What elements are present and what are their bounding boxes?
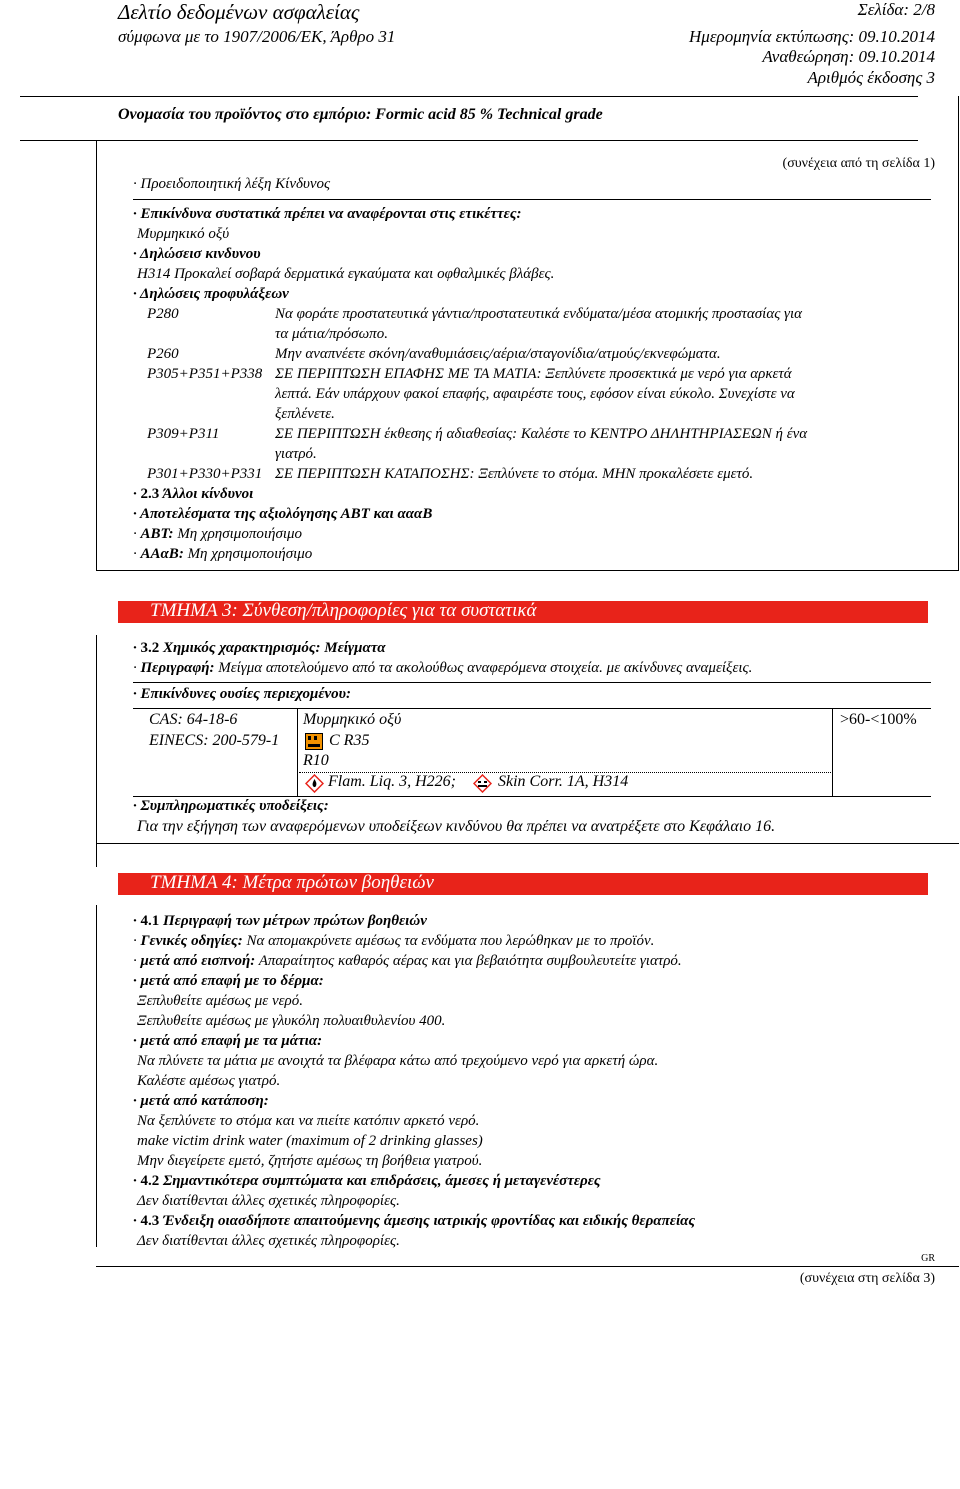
section3-bottom-divider <box>96 843 959 844</box>
medical-text: Δεν διατίθενται άλλες σχετικές πληροφορίες. <box>137 1233 400 1249</box>
precautionary-heading: · Δηλώσεις προφυλάξεων <box>133 286 289 302</box>
vpvb-value: Μη χρησιμοποιήσιμο <box>187 546 313 562</box>
additional-heading: · Συμπληρωματικές υποδείξεις: <box>133 798 329 814</box>
hazardous-substances-title: Επικίνδυνες ουσίες περιεχομένου: <box>140 686 351 702</box>
corrosive-orange-icon <box>305 733 323 750</box>
corrosion-icon <box>473 774 492 793</box>
hazardous-substances-heading: · Επικίνδυνες ουσίες περιεχομένου: <box>133 686 351 702</box>
product-divider <box>20 140 918 141</box>
ingestion-text-1: Να ξεπλύνετε το στόμα και να πιείτε κατόπιν αρκετό νερό. <box>137 1113 480 1129</box>
hazardous-components-title: Επικίνδυνα συστατικά πρέπει να αναφέρονται στις ετικέττες: <box>140 206 522 222</box>
p305-text-1: ΣΕ ΠΕΡΙΠΤΩΣΗ ΕΠΑΦΗΣ ΜΕ ΤΑ ΜΑΤΙΑ: Ξεπλύνετε προσεκτικά με νερό για αρκετά <box>275 366 792 382</box>
skin-text-2: Ξεπλυθείτε αμέσως με γλυκόλη πολυαιθυλενίου 400. <box>137 1013 446 1029</box>
p280-code: P280 <box>147 306 179 322</box>
concentration: >60-<100% <box>840 711 917 728</box>
skin-text-1: Ξεπλυθείτε αμέσως με νερό. <box>137 993 303 1009</box>
signal-word-text: Προειδοποιητική λέξη Κίνδυνος <box>140 176 331 192</box>
classification-old: C R35 <box>329 732 370 749</box>
signal-word: · Προειδοποιητική λέξη Κίνδυνος <box>133 176 331 192</box>
general-value: Να απομακρύνετε αμέσως τα ενδύματα που λερώθηκαν με το προϊόν. <box>246 933 655 949</box>
frame-left-rule-1 <box>96 140 97 570</box>
p309-text-1: ΣΕ ΠΕΡΙΠΤΩΣΗ έκθεσης ή αδιαθεσίας: Καλέστε το ΚΕΝΤΡΟ ΔΗΛΗΤΗΡΙΑΣΕΩΝ ή ένα <box>275 426 808 442</box>
general-label: Γενικές οδηγίες: <box>140 933 243 949</box>
p309-code: P309+P311 <box>147 426 220 442</box>
flame-icon <box>305 774 324 793</box>
additional-title: Συμπληρωματικές υποδείξεις: <box>140 798 329 814</box>
hazard-statements-title: Δηλώσεισ κινδυνου <box>139 246 261 262</box>
skin-label: μετά από επαφή με το δέρμα: <box>140 973 324 989</box>
p309-text-2: γιατρό. <box>275 446 317 462</box>
flam-classification: Flam. Liq. 3, H226; <box>328 773 456 790</box>
eyes-text-1: Να πλύνετε τα μάτια με ανοιχτά τα βλέφαρα κάτω από τρεχούμενο νερό για αρκετή ώρα. <box>137 1053 659 1069</box>
section41-title: Περιγραφή των μέτρων πρώτων βοηθειών <box>163 913 427 929</box>
other-hazards-heading: · 2.3 Άλλοι κίνδυνοι <box>133 486 254 502</box>
p301-text: ΣΕ ΠΕΡΙΠΤΩΣΗ ΚΑΤΑΠΟΣΗΣ: Ξεπλύνετε το στόμα. ΜΗΝ προκαλέσετε εμετό. <box>275 466 754 482</box>
p305-text-2: λεπτά. Εάν υπάρχουν φακοί επαφής, αφαιρέστε τους, εφόσον είναι εύκολο. Συνεχίστε να <box>275 386 795 402</box>
section41-num: 4.1 <box>140 913 160 929</box>
hazardous-components-heading: · Επικίνδυνα συστατικά πρέπει να αναφέρονται στις ετικέττες: <box>133 206 522 222</box>
general-row: · Γενικές οδηγίες: Να απομακρύνετε αμέσως τα ενδύματα που λερώθηκαν με το προϊόν. <box>133 933 655 949</box>
eyes-label: μετά από επαφή με τα μάτια: <box>140 1033 323 1049</box>
pbt-title: Αποτελέσματα της αξιολόγησης ΑΒΤ και αααΒ <box>139 506 433 522</box>
description-value: Μείγμα αποτελούμενο από τα ακολούθως αναφερόμενα στοιχεία. με ακίνδυνες αναμείξεις. <box>218 660 753 676</box>
p305-text-3: ξεπλένετε. <box>275 406 335 422</box>
section4-banner-text: ΤΜΗΜΑ 4: Μέτρα πρώτων βοηθειών <box>150 872 434 893</box>
section42-num: 4.2 <box>140 1173 160 1189</box>
pbt-label: ΑΒΤ: <box>140 526 174 542</box>
eyes-text-2: Καλέστε αμέσως γιατρό. <box>137 1073 281 1089</box>
p301-code: P301+P330+P331 <box>147 466 263 482</box>
country-code: GR <box>921 1253 935 1264</box>
section3-divider-1 <box>133 682 931 683</box>
section2-bottom-divider <box>96 570 959 571</box>
substance-name: Μυρμηκικό οξύ <box>303 711 402 728</box>
other-hazards-num: 2.3 <box>140 486 160 502</box>
cas-number: CAS: 64-18-6 <box>149 711 238 728</box>
vpvb-row: · ΑΑαΒ: Μη χρησιμοποιήσιμο <box>133 546 313 562</box>
r10: R10 <box>303 752 329 769</box>
inhalation-value: Απαραίτητος καθαρός αέρας και για βεβαιότητα συμβουλευτείτε γιατρό. <box>258 953 682 969</box>
additional-text: Για την εξήγηση των αναφερόμενων υποδείξεων κινδύνου θα πρέπει να ανατρέξετε στο Κεφάλαιο 16. <box>137 818 776 835</box>
continued-on: (συνέχεια στη σελίδα 3) <box>799 1271 935 1286</box>
header-divider <box>20 96 918 97</box>
component-table-bottom <box>133 796 931 797</box>
component-table-top <box>133 708 931 709</box>
continued-from: (συνέχεια από τη σελίδα 1) <box>782 156 935 171</box>
p260-code: P260 <box>147 346 179 362</box>
document-subtitle: σύμφωνα με το 1907/2006/ΕΚ, Άρθρο 31 <box>118 27 396 46</box>
version-number: Αριθμός έκδοσης 3 <box>807 68 935 87</box>
symptoms-text: Δεν διατίθενται άλλες σχετικές πληροφορίες. <box>137 1193 400 1209</box>
pbt-row: · ΑΒΤ: Μη χρησιμοποιήσιμο <box>133 526 303 542</box>
symptoms-heading: · 4.2 Σημαντικότερα συμπτώματα και επιδράσεις, άμεσες ή μεταγενέστερες <box>133 1173 601 1189</box>
medical-heading: · 4.3 Ένδειξη οιασδήποτε απαιτούμενης άμεσης ιατρικής φροντίδας και ειδικής θεραπείας <box>133 1213 696 1229</box>
hazard-statements-heading: · Δηλώσεισ κινδυνου <box>133 246 261 262</box>
chem-char-heading: · 3.2 Χημικός χαρακτηρισμός: Μείγματα <box>133 640 386 656</box>
section3-banner <box>118 601 928 623</box>
hazardous-component: Μυρμηκικό οξύ <box>137 226 230 242</box>
chem-char-title: Χημικός χαρακτηρισμός: Μείγματα <box>163 640 386 656</box>
einecs-number: EINECS: 200-579-1 <box>149 732 280 749</box>
section42-title: Σημαντικότερα συμπτώματα και επιδράσεις, άμεσες ή μεταγενέστερες <box>163 1173 601 1189</box>
inhalation-label: μετά από εισπνοή: <box>140 953 256 969</box>
print-date: Ημερομηνία εκτύπωσης: 09.10.2014 <box>689 27 935 46</box>
ingestion-text-3: Μην διεγείρετε εμετό, ζητήστε αμέσως τη βοήθεια γιατρού. <box>137 1153 483 1169</box>
vpvb-label: ΑΑαΒ: <box>140 546 184 562</box>
footer-divider <box>96 1266 959 1267</box>
frame-left-rule-2 <box>96 635 97 867</box>
p260-text: Μην αναπνέετε σκόνη/αναθυμιάσεις/αέρια/σταγονίδια/ατμούς/εκνεφώματα. <box>275 346 721 362</box>
frame-left-rule-3 <box>96 905 97 1247</box>
section4-banner <box>118 873 928 895</box>
p305-code: P305+P351+P338 <box>147 366 263 382</box>
ingestion-label: μετά από κατάποση: <box>140 1093 269 1109</box>
inhalation-row: · μετά από εισπνοή: Απαραίτητος καθαρός αέρας και για βεβαιότητα συμβουλευτείτε γιατρό. <box>133 953 682 969</box>
section2-divider <box>133 199 931 200</box>
p280-text-2: τα μάτια/πρόσωπο. <box>275 326 388 342</box>
precautionary-title: Δηλώσεις προφυλάξεων <box>139 286 289 302</box>
frame-right-rule <box>958 96 959 570</box>
revision-date: Αναθεώρηση: 09.10.2014 <box>762 47 935 66</box>
document-title: Δελτίο δεδομένων ασφαλείας <box>118 0 360 24</box>
ingestion-heading: · μετά από κατάποση: <box>133 1093 269 1109</box>
component-table-vline-1 <box>297 708 298 796</box>
skin-heading: · μετά από επαφή με το δέρμα: <box>133 973 324 989</box>
first-aid-heading: · 4.1 Περιγραφή των μέτρων πρώτων βοηθειών <box>133 913 427 929</box>
pbt-heading: · Αποτελέσματα της αξιολόγησης ΑΒΤ και αααΒ <box>133 506 433 522</box>
component-table-vline-2 <box>832 708 833 796</box>
skin-classification: Skin Corr. 1A, H314 <box>498 773 629 790</box>
ingestion-text-2: make victim drink water (maximum of 2 drinking glasses) <box>137 1133 483 1149</box>
description-row: · Περιγραφή: Μείγμα αποτελούμενο από τα ακολούθως αναφερόμενα στοιχεία. με ακίνδυνες αναμείξεις. <box>133 660 753 676</box>
section3-banner-text: ΤΜΗΜΑ 3: Σύνθεση/πληροφορίες για τα συστατικά <box>150 600 537 621</box>
eyes-heading: · μετά από επαφή με τα μάτια: <box>133 1033 323 1049</box>
pbt-value: Μη χρησιμοποιήσιμο <box>177 526 303 542</box>
section43-title: Ένδειξη οιασδήποτε απαιτούμενης άμεσης ιατρικής φροντίδας και ειδικής θεραπείας <box>163 1213 696 1229</box>
other-hazards-title: Άλλοι κίνδυνοι <box>162 486 254 502</box>
page-number: Σελίδα: 2/8 <box>857 0 935 19</box>
h314-statement: H314 Προκαλεί σοβαρά δερματικά εγκαύματα και οφθαλμικές βλάβες. <box>137 266 555 282</box>
description-label: Περιγραφή: <box>140 660 215 676</box>
section3-num: 3.2 <box>140 640 160 656</box>
product-name: Ονομασία του προϊόντος στο εμπόριο: Formic acid 85 % Technical grade <box>118 106 603 123</box>
section43-num: 4.3 <box>140 1213 160 1229</box>
p280-text-1: Να φοράτε προστατευτικά γάντια/προστατευτικά ενδύματα/μέσα ατομικής προστασίας για <box>275 306 802 322</box>
